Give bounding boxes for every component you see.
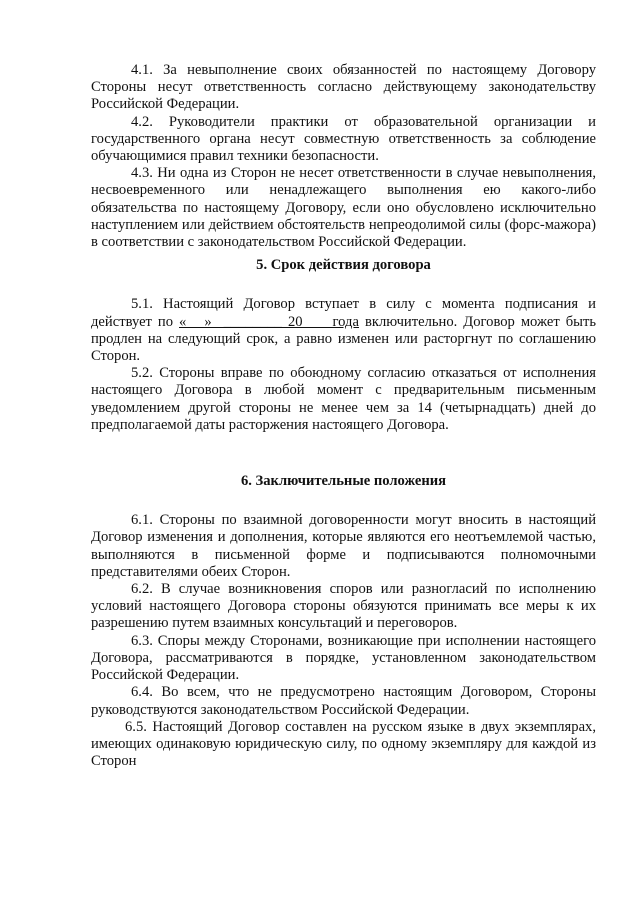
clause-4-3: 4.3. Ни одна из Сторон не несет ответственности в случае невыполнения, несвоевременного или ненадлежащего выполнения ею какого-либо обязательства по настоящему Договору, если оно обусловлено исключительно наступлением или действием обстоятельств непреодолимой силы (форс-мажора) в соответствии с законодательством Российской Федерации. [91,165,596,251]
clause-6-4: 6.4. Во всем, что не предусмотрено настоящим Договором, Стороны руководствуются законодательством Российской Федерации. [91,684,596,718]
clause-6-2: 6.2. В случае возникновения споров или разногласий по исполнению условий настоящего Договора стороны обязуются принимать все меры к их разрешению путем взаимных консультаций и переговоров. [91,581,596,632]
document-body [91,62,596,770]
section-6-heading: 6. Заключительные положения [240,473,447,490]
section-5-heading: 5. Срок действия договора [256,257,431,274]
clause-6-1: 6.1. Стороны по взаимной договоренности могут вносить в настоящий Договор изменения и дополнения, которые являются его неотъемлемой частью, выполняются в письменной форме и подписываются полномочными представителями обеих Сторон. [91,512,596,580]
clause-5-2: 5.2. Стороны вправе по обоюдному согласию отказаться от исполнения настоящего Договора в любой момент с предварительным письменным уведомлением другой стороны не менее чем за 14 (четырнадцать) дней до предполагаемой даты расторжения настоящего Договора. [91,365,596,433]
clause-5-1-end: включительно. Договор может быть продлен на следующий срок, а равно изменен или расторгнут по соглашению Сторон. [91,313,596,365]
clause-5-1 [91,296,596,365]
clause-6-5: 6.5. Настоящий Договор составлен на русском языке в двух экземплярах, имеющих одинаковую юридическую силу, по одному экземпляру для каждой из Сторон [91,718,596,770]
clause-6-3: 6.3. Споры между Сторонами, возникающие при исполнении настоящего Договора, рассматриваются в порядке, установленном законодательством Российской Федерации. [91,632,596,684]
clause-4-2: 4.2. Руководители практики от образовательной организации и государственного органа несут совместную ответственность за соблюдение обучающимися правил техники безопасности. [91,113,596,165]
clause-5-1-start: 5.1. Настоящий Договор вступает в силу с момента подписания и действует по [91,296,596,330]
clause-4-1: 4.1. За невыполнение своих обязанностей по настоящему Договору Стороны несут ответственность согласно действующему законодательству Российской Федерации. [91,62,596,113]
contract-end-date-blank: « » ________ 20 года [179,313,359,330]
